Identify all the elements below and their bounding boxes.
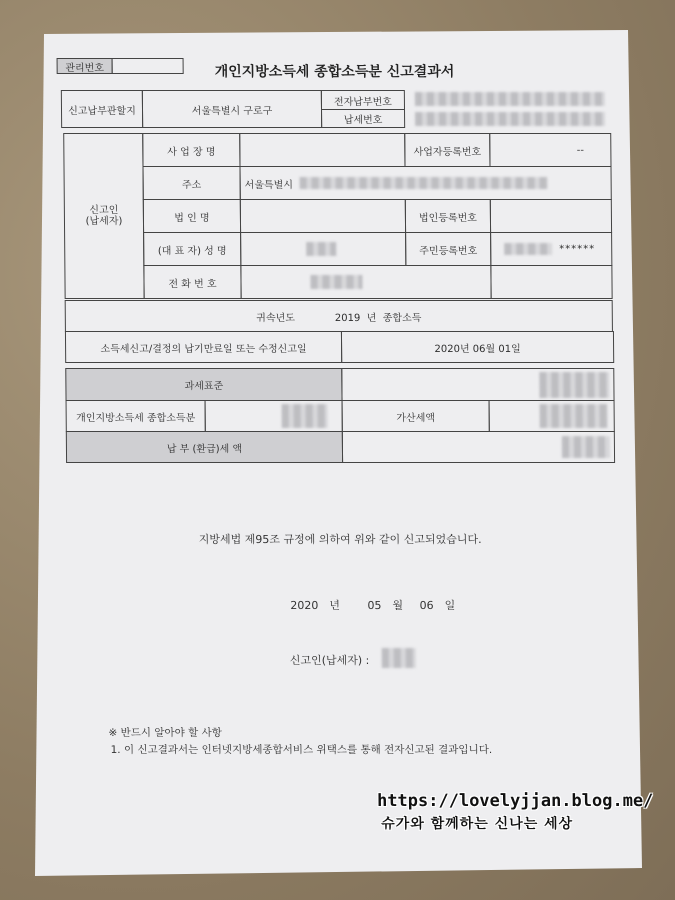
mgmt-number-value-cell [112, 58, 184, 74]
deadline-value-cell [341, 331, 614, 363]
date-day-unit: 일 [444, 599, 456, 612]
biz-reg-label: 사업자등록번호 [413, 146, 482, 158]
resident-reg-redacted [504, 243, 552, 255]
tax-base-label-cell [65, 368, 342, 401]
income-tax-label: 개인지방소득세 종합소득분 [76, 412, 196, 424]
signer-name-redacted [382, 648, 416, 668]
jurisdiction-label-cell [61, 90, 143, 128]
payment-label-cell [66, 431, 343, 463]
jurisdiction-label: 신고납부관할지 [68, 105, 136, 117]
resident-reg-label-cell [405, 232, 491, 266]
corp-reg-label-cell [405, 199, 491, 233]
period-year: 2019 년 종합소득 [334, 312, 422, 324]
phone-label: 전 화 번 호 [168, 278, 217, 290]
biz-reg-value-cell [489, 133, 611, 167]
biz-reg-value: -- [576, 144, 585, 156]
biz-reg-label-cell [404, 133, 490, 167]
address-value: 서울특별시 [244, 179, 294, 191]
jurisdiction-value: 서울특별시 구로구 [191, 105, 273, 117]
tax-base-redacted [539, 372, 609, 398]
notes-item-1: 1. 이 신고결과서는 인터넷지방세종합서비스 위택스를 통해 전자신고된 결과입니다. [110, 744, 493, 756]
deadline-label-cell [65, 331, 342, 363]
tax-base-label: 과세표준 [184, 381, 224, 392]
income-tax-label-cell [66, 400, 206, 432]
period-label: 귀속년도 [256, 312, 295, 324]
deadline-value: 2020년 06월 01일 [434, 343, 521, 355]
document [42, 38, 654, 868]
additional-tax-label: 가산세액 [396, 412, 436, 424]
additional-tax-redacted [540, 404, 608, 428]
income-tax-redacted [282, 404, 328, 428]
mgmt-number-label: 관리번호 [65, 62, 105, 74]
jurisdiction-value-cell [142, 90, 322, 128]
watermark-url: https://lovelyjjan.blog.me/ [376, 791, 654, 811]
epay-label-cell [321, 90, 405, 110]
business-name-label: 사 업 장 명 [167, 146, 216, 158]
reporter-group-cell [63, 133, 144, 299]
resident-reg-label: 주민등록번호 [419, 245, 478, 257]
resident-reg-masked: ****** [559, 243, 596, 255]
deadline-label: 소득세신고/결정의 납기만료일 또는 수정신고일 [100, 343, 307, 355]
corp-reg-value-cell [490, 199, 612, 233]
phone-label-cell [143, 265, 241, 299]
period-row [65, 300, 613, 332]
payment-redacted [562, 436, 610, 458]
mgmt-number-label-cell [57, 58, 113, 74]
corp-name-label: 법 인 명 [174, 212, 210, 224]
date-month-unit: 월 [392, 599, 404, 612]
corp-name-label-cell [143, 199, 241, 233]
business-name-label-cell [142, 133, 240, 167]
corp-reg-label: 법인등록번호 [418, 212, 477, 224]
additional-tax-label-cell [342, 400, 490, 432]
phone-extra-cell [490, 265, 612, 299]
phone-value-cell [240, 265, 491, 299]
rep-name-label-cell [143, 232, 241, 266]
address-redacted [300, 177, 548, 189]
date-month: 05 [367, 599, 382, 612]
rep-name-redacted [306, 242, 336, 256]
notes-heading: ※ 반드시 알아야 할 사항 [108, 727, 222, 739]
address-label-cell [142, 166, 240, 200]
statement-text: 지방세법 제95조 규정에 의하여 위와 같이 신고되었습니다. [198, 533, 482, 546]
watermark-caption: 슈가와 함께하는 신나는 세상 [381, 816, 574, 832]
document-title: 개인지방소득세 종합소득분 신고결과서 [214, 64, 455, 80]
rep-name-label: (대 표 자) 성 명 [157, 245, 227, 257]
signer-label: 신고인(납세자) : [289, 654, 370, 667]
report-date [290, 597, 455, 613]
business-name-value-cell [239, 133, 405, 167]
date-year-unit: 년 [329, 599, 341, 612]
corp-name-value-cell [240, 199, 406, 233]
tax-number-redacted [415, 112, 605, 126]
epay-label: 전자납부번호 [333, 96, 392, 108]
phone-redacted [310, 275, 362, 289]
date-year: 2020 [290, 599, 319, 612]
tax-no-label-cell [321, 109, 405, 128]
reporter-group-label: 신고인 (납세자) [85, 205, 123, 227]
address-label: 주소 [181, 179, 202, 191]
payment-label: 납 부 (환급)세 액 [166, 443, 243, 455]
date-day: 06 [419, 599, 434, 612]
tax-no-label: 납세번호 [343, 115, 383, 126]
epay-number-redacted [415, 92, 605, 106]
